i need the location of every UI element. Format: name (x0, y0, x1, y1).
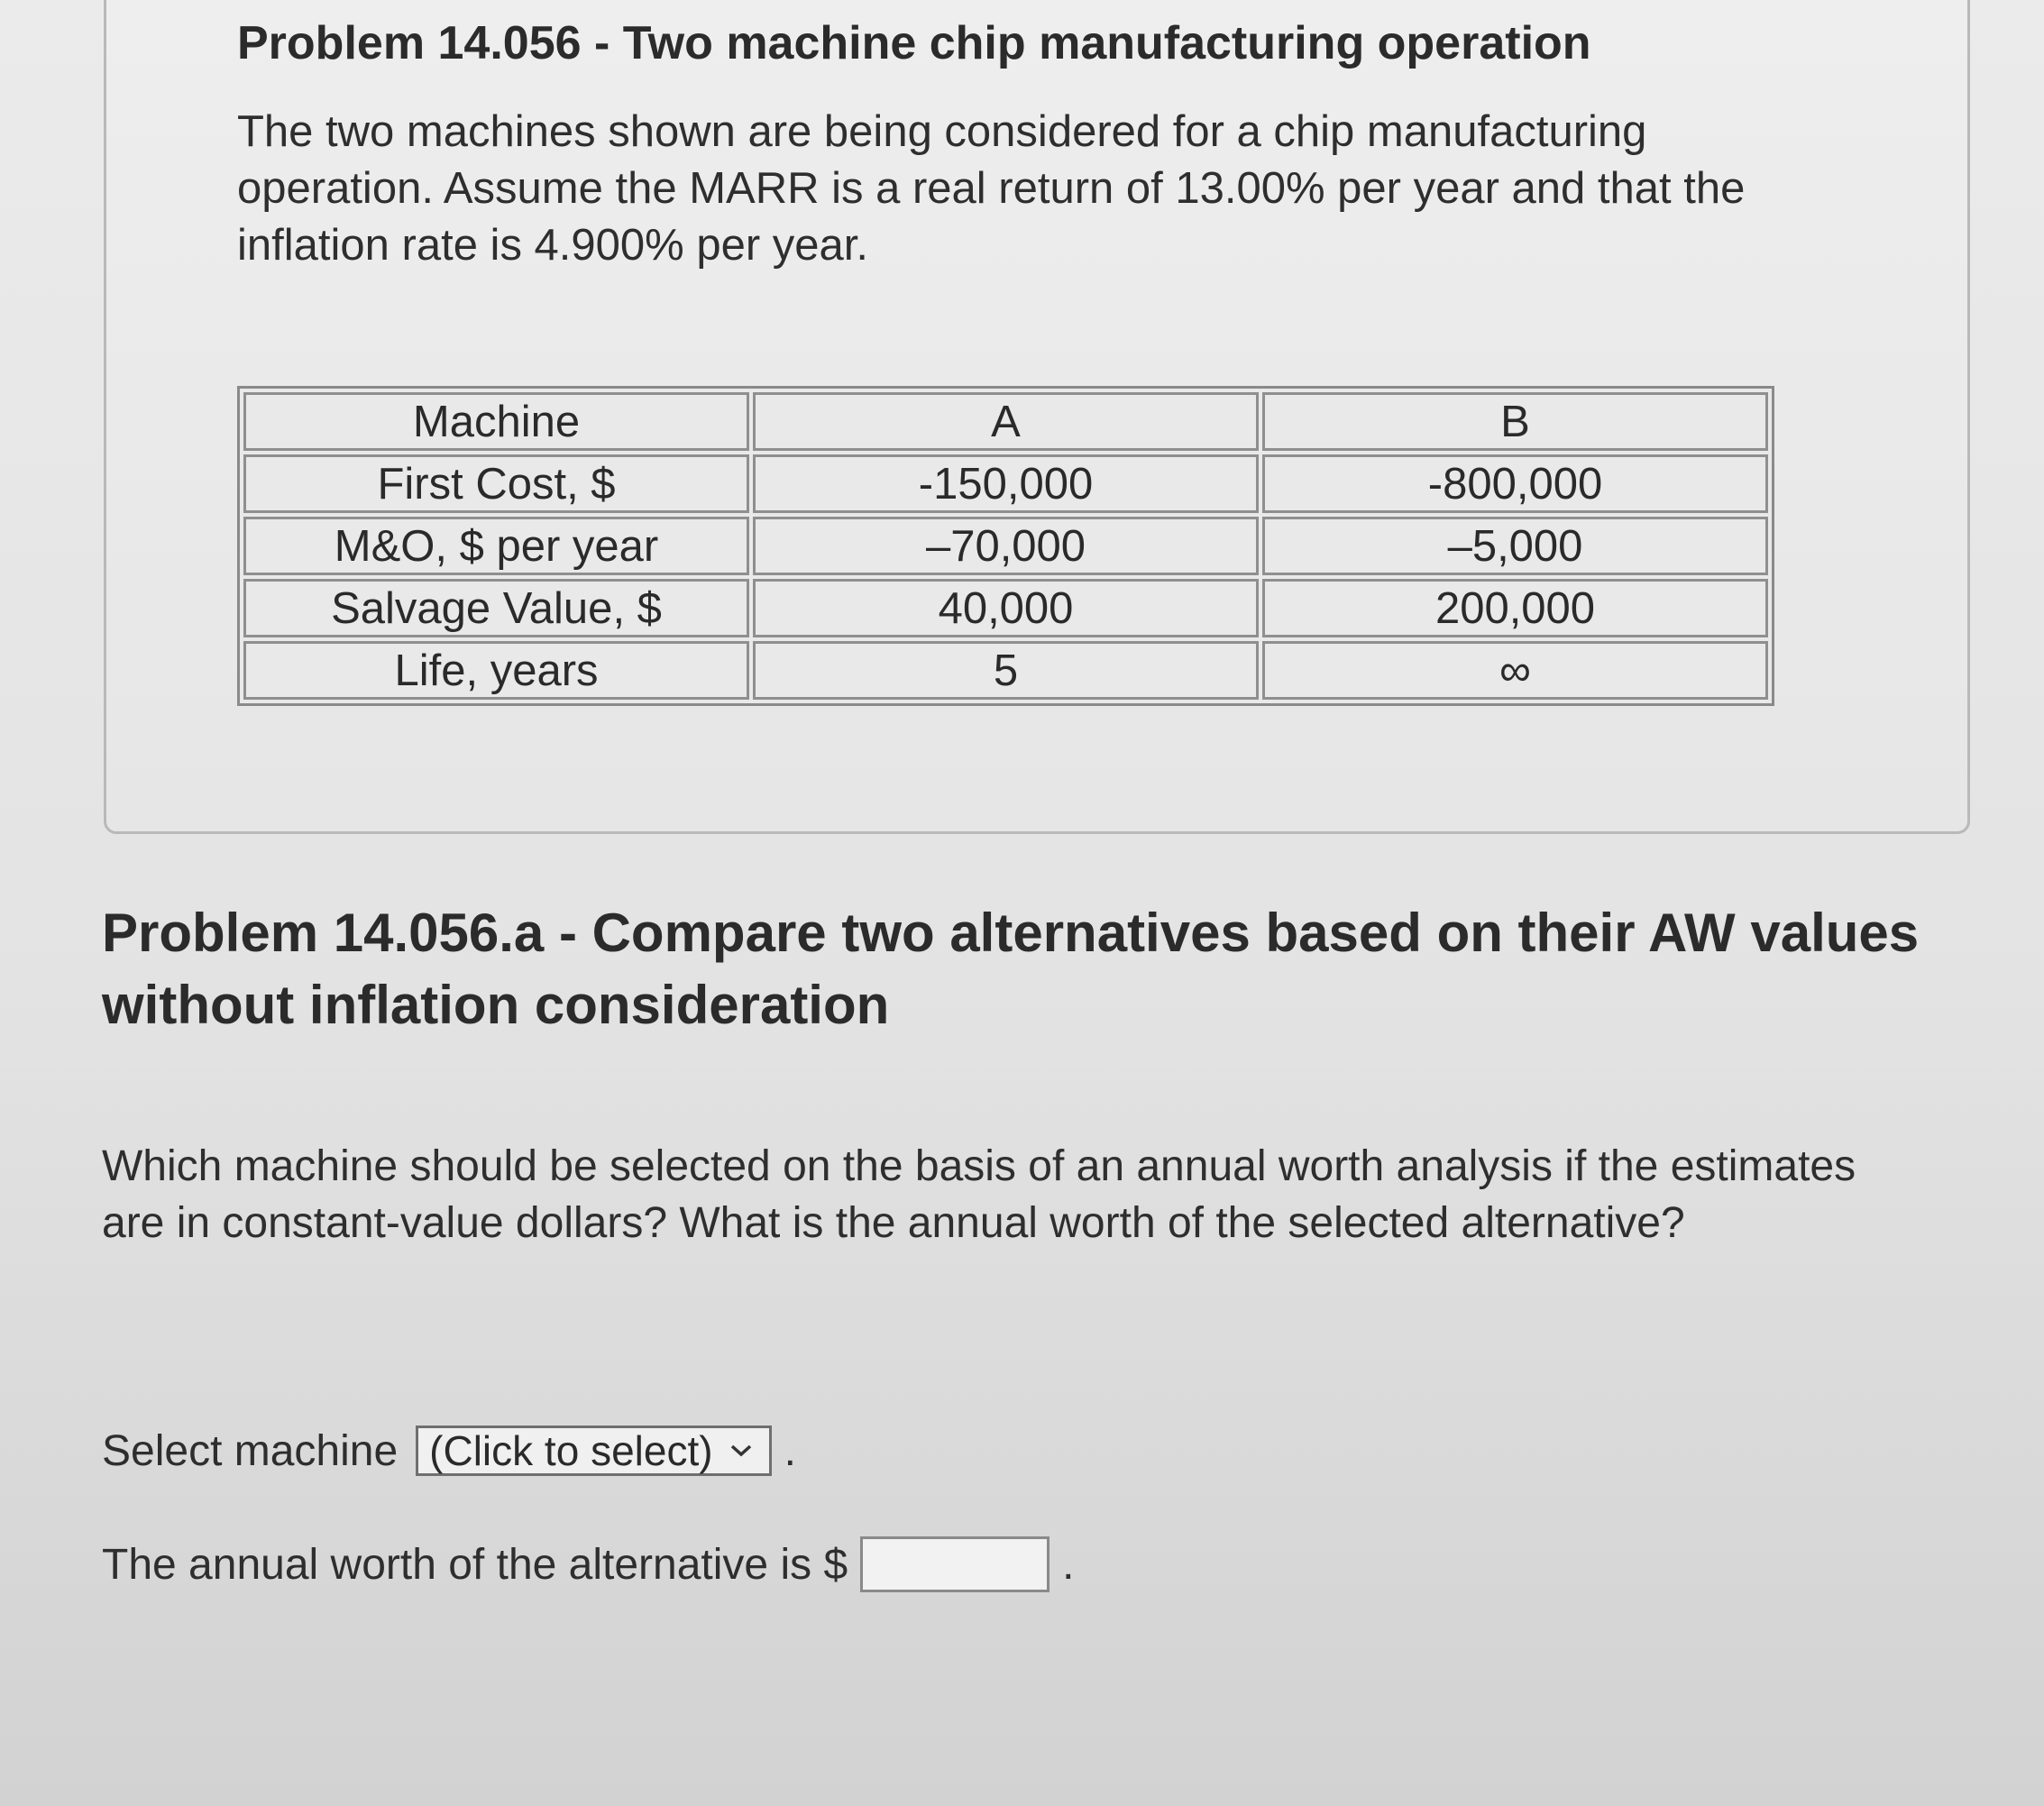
problem-title: Problem 14.056 - Two machine chip manufacturing operation (237, 17, 1591, 69)
cell-a: –70,000 (753, 517, 1259, 575)
row-label: M&O, $ per year (243, 517, 749, 575)
machine-select-dropdown[interactable] (416, 1426, 771, 1476)
part-title: Problem 14.056.a - Compare two alternatives based on their AW values without inflation consideration (102, 903, 1920, 1035)
cell-b: 200,000 (1262, 579, 1768, 637)
question-text: Which machine should be selected on the basis of an annual worth analysis if the estimates are in constant-value dollars? What is the annual worth of the selected alternative? (102, 1142, 1856, 1247)
annual-worth-input[interactable] (860, 1536, 1049, 1592)
table-header-row (243, 392, 1768, 451)
select-period: . (784, 1426, 796, 1475)
table-row (243, 579, 1768, 637)
problem-statement: The two machines shown are being considered for a chip manufacturing operation. Assume the MARR is a real return of 13.00% per year and that the inflation rate is 4.900% per year. (237, 107, 1746, 270)
select-machine-row (102, 1423, 796, 1479)
cell-a: 40,000 (753, 579, 1259, 637)
machine-select-value: (Click to select) (429, 1427, 713, 1474)
row-label: Life, years (243, 641, 749, 700)
header-cell-b: B (1262, 392, 1768, 451)
cell-b: –5,000 (1262, 517, 1768, 575)
chevron-down-icon (729, 1443, 753, 1459)
cell-b: -800,000 (1262, 454, 1768, 513)
table-row (243, 517, 1768, 575)
annual-worth-row (102, 1535, 1075, 1594)
row-label: First Cost, $ (243, 454, 749, 513)
cell-a: 5 (753, 641, 1259, 700)
header-cell-machine: Machine (243, 392, 749, 451)
machine-data-table (237, 386, 1774, 706)
cell-b: ∞ (1262, 641, 1768, 700)
annual-worth-period: . (1062, 1540, 1075, 1589)
annual-worth-label: The annual worth of the alternative is $ (102, 1540, 848, 1589)
table-row (243, 454, 1768, 513)
cell-a: -150,000 (753, 454, 1259, 513)
header-cell-a: A (753, 392, 1259, 451)
table-row (243, 641, 1768, 700)
row-label: Salvage Value, $ (243, 579, 749, 637)
select-machine-label: Select machine (102, 1426, 399, 1475)
